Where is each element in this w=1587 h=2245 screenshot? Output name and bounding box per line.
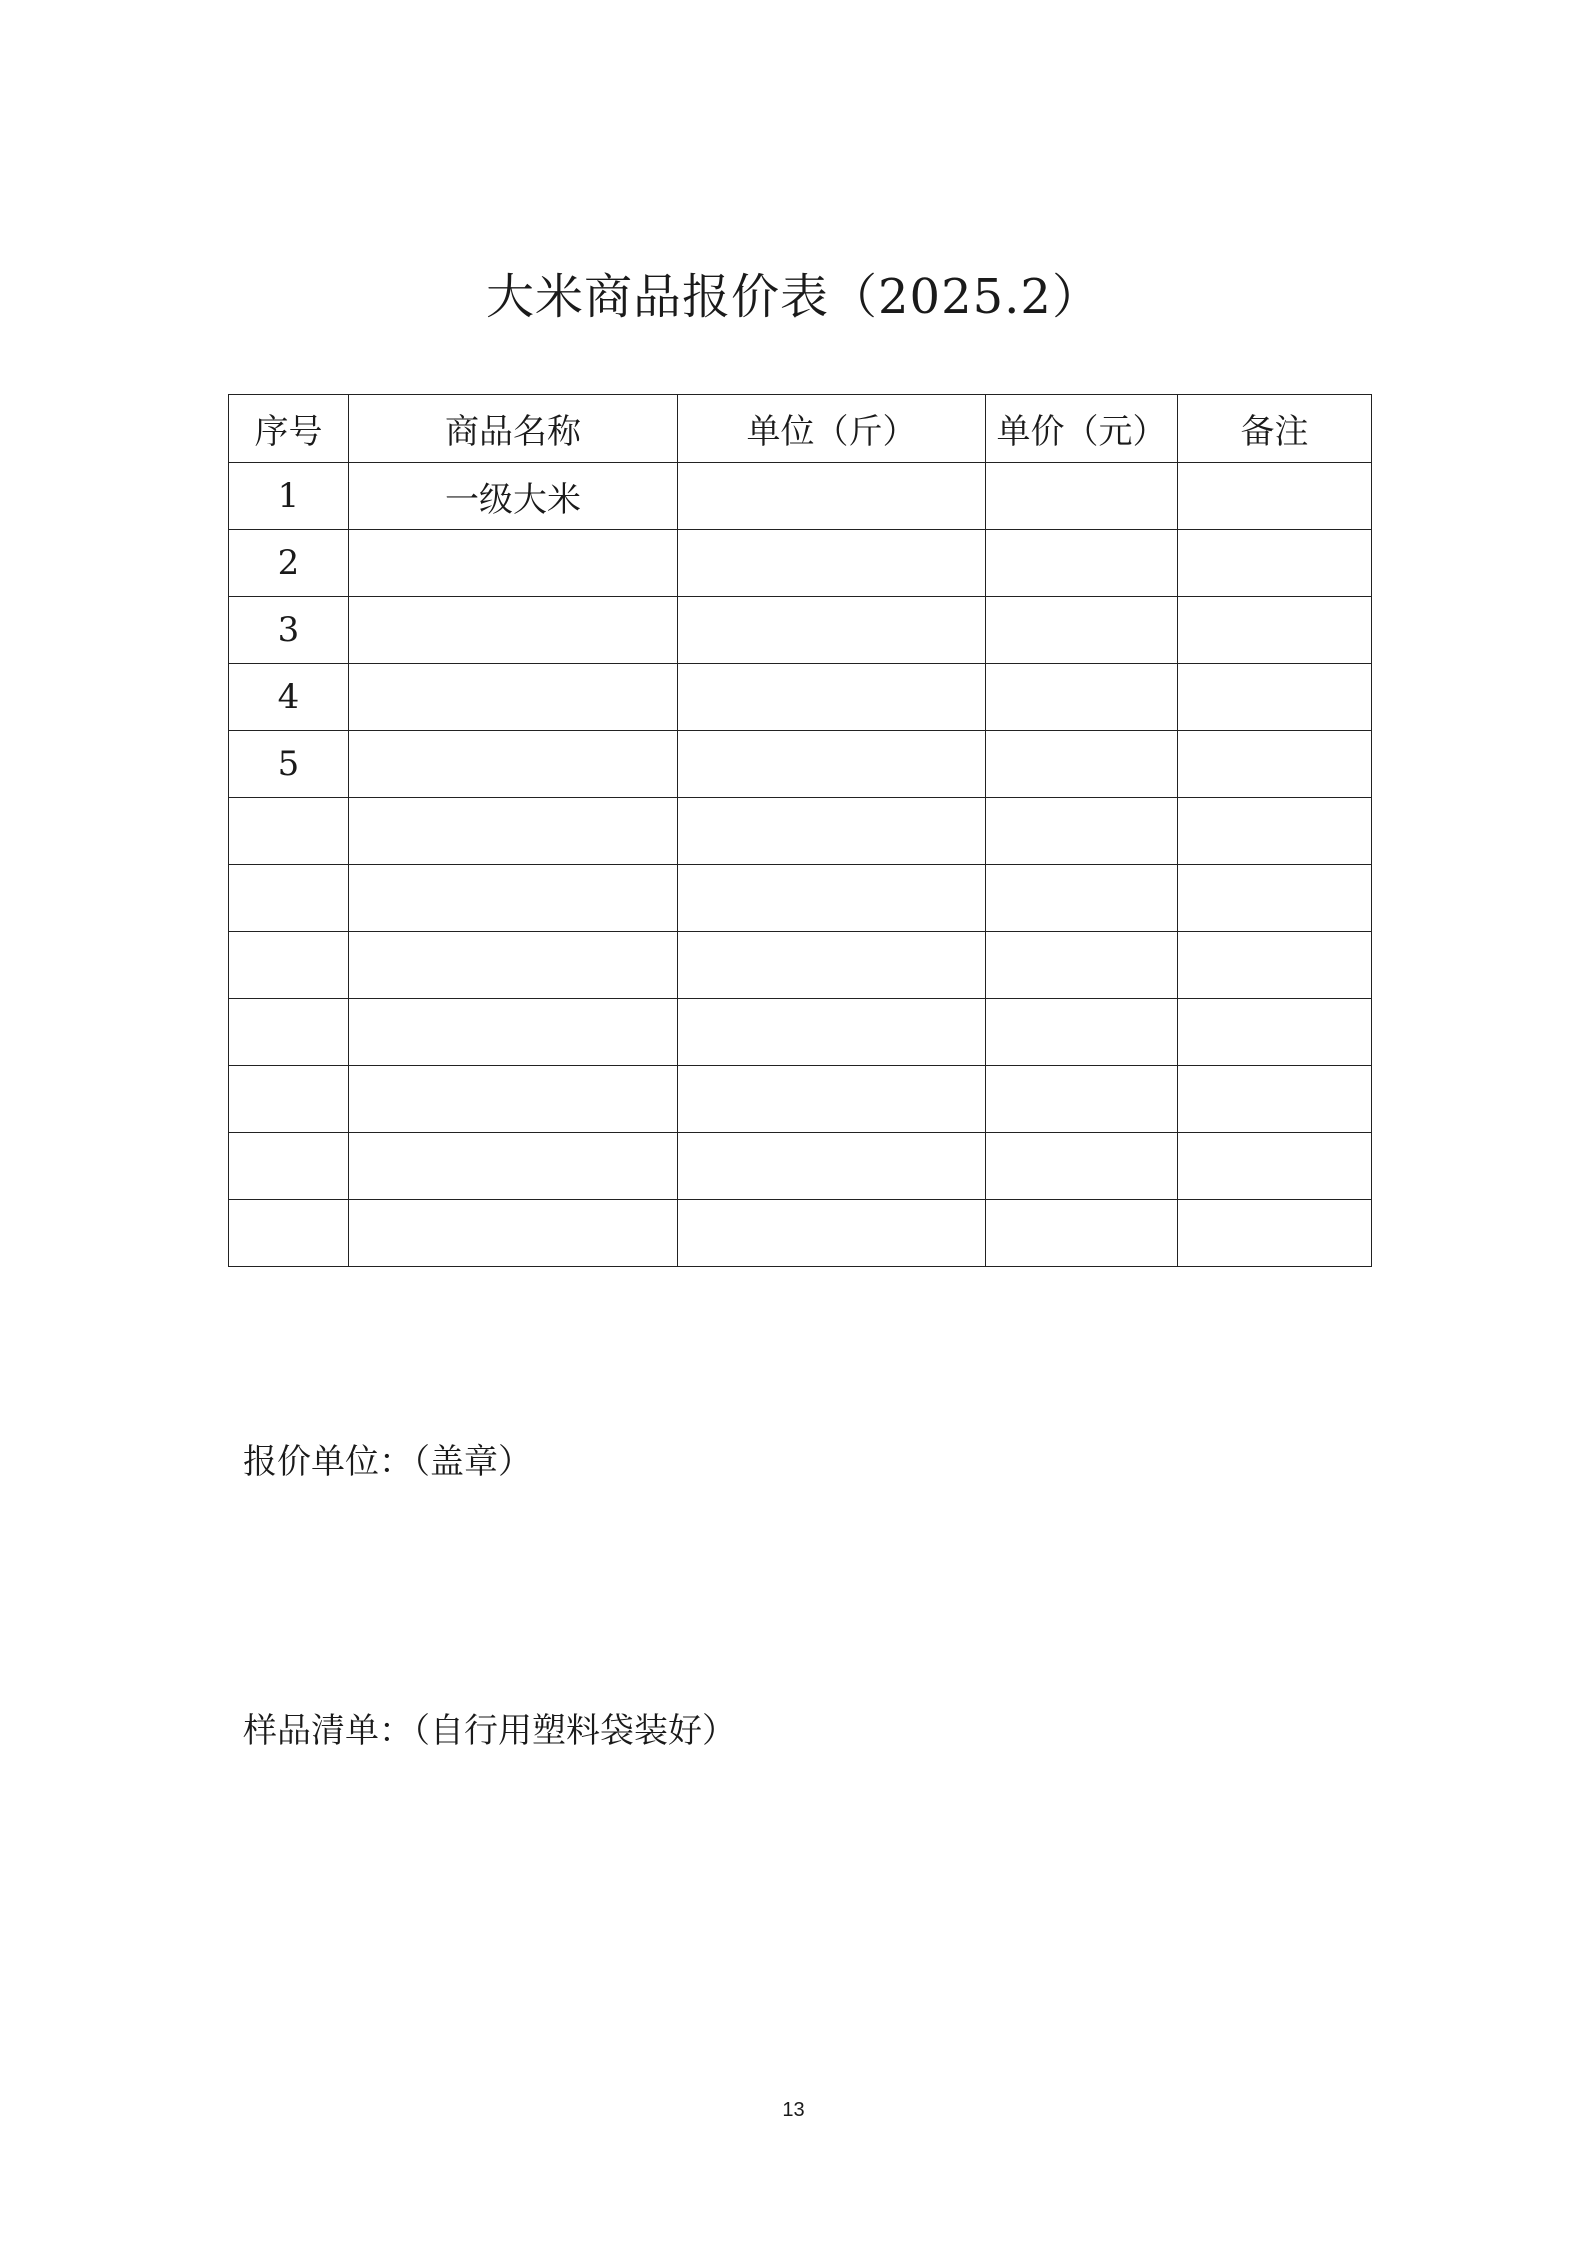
- serial-number-cell: 2: [229, 530, 349, 597]
- remarks-cell: [1178, 999, 1372, 1066]
- remarks-cell: [1178, 731, 1372, 798]
- table-row: [229, 1133, 1372, 1200]
- unit-cell: [678, 597, 986, 664]
- product-name-cell: [349, 597, 678, 664]
- unit-price-cell: [986, 530, 1178, 597]
- header-unit-price: 单价（元）: [986, 395, 1178, 463]
- unit-cell: [678, 932, 986, 999]
- table-row: [229, 597, 1372, 664]
- serial-number-cell: [229, 1066, 349, 1133]
- unit-price-cell: [986, 597, 1178, 664]
- product-name-cell: [349, 731, 678, 798]
- serial-number-cell: 1: [229, 463, 349, 530]
- unit-price-cell: [986, 1200, 1178, 1267]
- table-row: [229, 731, 1372, 798]
- unit-price-cell: [986, 865, 1178, 932]
- remarks-cell: [1178, 798, 1372, 865]
- product-name-cell: 一级大米: [349, 463, 678, 530]
- table-row: [229, 664, 1372, 731]
- unit-cell: [678, 999, 986, 1066]
- remarks-cell: [1178, 865, 1372, 932]
- unit-cell: [678, 530, 986, 597]
- table-row: [229, 463, 1372, 530]
- product-name-cell: [349, 999, 678, 1066]
- page-number: 13: [782, 2099, 805, 2121]
- unit-cell: [678, 798, 986, 865]
- unit-price-cell: [986, 798, 1178, 865]
- quote-table: [228, 394, 1372, 1267]
- unit-cell: [678, 463, 986, 530]
- remarks-cell: [1178, 1133, 1372, 1200]
- table-row: [229, 798, 1372, 865]
- table-row: [229, 999, 1372, 1066]
- header-serial-number: 序号: [229, 395, 349, 463]
- remarks-cell: [1178, 463, 1372, 530]
- unit-cell: [678, 1133, 986, 1200]
- header-product-name: 商品名称: [349, 395, 678, 463]
- unit-cell: [678, 1200, 986, 1267]
- document-title: 大米商品报价表（2025.2）: [486, 269, 1101, 325]
- product-name-cell: [349, 798, 678, 865]
- unit-cell: [678, 731, 986, 798]
- unit-price-cell: [986, 1133, 1178, 1200]
- serial-number-cell: [229, 865, 349, 932]
- remarks-cell: [1178, 932, 1372, 999]
- product-name-cell: [349, 664, 678, 731]
- unit-price-cell: [986, 463, 1178, 530]
- table-row: [229, 865, 1372, 932]
- product-name-cell: [349, 1200, 678, 1267]
- serial-number-cell: [229, 798, 349, 865]
- product-name-cell: [349, 530, 678, 597]
- remarks-cell: [1178, 530, 1372, 597]
- product-name-cell: [349, 865, 678, 932]
- product-name-cell: [349, 1133, 678, 1200]
- table-body: [229, 463, 1372, 1267]
- serial-number-cell: 4: [229, 664, 349, 731]
- unit-price-cell: [986, 932, 1178, 999]
- remarks-cell: [1178, 597, 1372, 664]
- table-header-row: [229, 395, 1372, 463]
- product-name-cell: [349, 1066, 678, 1133]
- remarks-cell: [1178, 1200, 1372, 1267]
- remarks-cell: [1178, 664, 1372, 731]
- quoting-unit-line: 报价单位：（盖章）: [243, 1442, 532, 1482]
- serial-number-cell: 3: [229, 597, 349, 664]
- table-row: [229, 530, 1372, 597]
- remarks-cell: [1178, 1066, 1372, 1133]
- unit-price-cell: [986, 664, 1178, 731]
- unit-cell: [678, 865, 986, 932]
- sample-list-line: 样品清单：（自行用塑料袋装好）: [243, 1711, 736, 1751]
- serial-number-cell: 5: [229, 731, 349, 798]
- serial-number-cell: [229, 932, 349, 999]
- serial-number-cell: [229, 1133, 349, 1200]
- unit-cell: [678, 1066, 986, 1133]
- serial-number-cell: [229, 999, 349, 1066]
- header-unit: 单位（斤）: [678, 395, 986, 463]
- table-row: [229, 1200, 1372, 1267]
- unit-cell: [678, 664, 986, 731]
- unit-price-cell: [986, 1066, 1178, 1133]
- table-row: [229, 932, 1372, 999]
- serial-number-cell: [229, 1200, 349, 1267]
- unit-price-cell: [986, 731, 1178, 798]
- header-remarks: 备注: [1178, 395, 1372, 463]
- table-row: [229, 1066, 1372, 1133]
- product-name-cell: [349, 932, 678, 999]
- unit-price-cell: [986, 999, 1178, 1066]
